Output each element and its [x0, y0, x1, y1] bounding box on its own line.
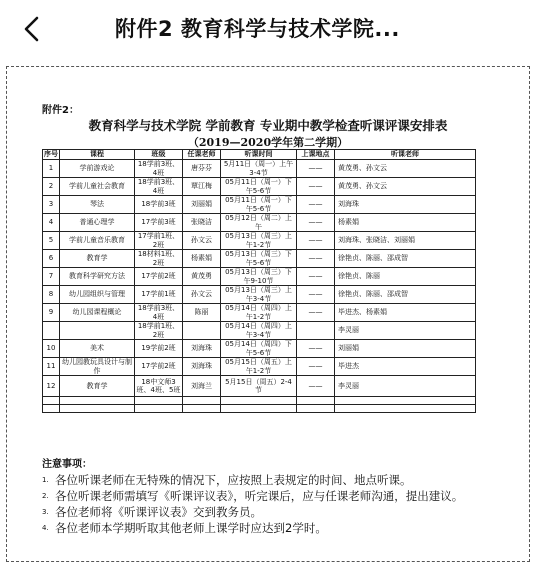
table-cell-cls: 18材料1班、2班 — [135, 250, 183, 268]
note-number: 1. — [42, 476, 49, 484]
notes-section — [42, 455, 522, 536]
table-cell-listener: 刘海珠、张晓洁、刘丽娟 — [335, 232, 476, 250]
table-cell-no: 9 — [43, 304, 60, 322]
table-cell-course — [60, 397, 135, 405]
table-row — [43, 405, 476, 413]
table-cell-listener: 徐艳贞、陈丽、邵成智 — [335, 286, 476, 304]
table-header-row — [43, 150, 476, 160]
table-cell-no: 5 — [43, 232, 60, 250]
table-cell-course: 教育学 — [60, 376, 135, 397]
table-cell-listener — [335, 397, 476, 405]
schedule-table — [42, 149, 476, 413]
table-cell-listener: 徐艳贞、陈丽、邵成智 — [335, 250, 476, 268]
table-cell-listener: 李灵丽 — [335, 322, 476, 340]
column-header: 听课老师 — [335, 150, 476, 160]
table-cell-teacher: 孙文云 — [183, 286, 221, 304]
table-cell-listener: 毕进杰 — [335, 358, 476, 376]
table-cell-cls: 18学前3班、4班 — [135, 160, 183, 178]
table-cell-place — [297, 405, 335, 413]
table-cell-cls — [135, 405, 183, 413]
table-row — [43, 160, 476, 178]
table-cell-course: 教育学 — [60, 250, 135, 268]
table-cell-cls: 18学前3班 — [135, 196, 183, 214]
top-bar — [0, 0, 537, 56]
column-header: 序号 — [44, 150, 58, 159]
table-cell-cls: 18中文师3班、4班、5班 — [135, 376, 183, 397]
note-text: 各位老师本学期听取其他老师上课学时应达到2学时。 — [55, 521, 327, 535]
table-cell-place: —— — [297, 268, 335, 286]
table-row — [43, 358, 476, 376]
back-arrow-icon[interactable] — [18, 14, 48, 44]
table-cell-time — [221, 405, 297, 413]
table-cell-place: —— — [297, 196, 335, 214]
table-cell-cls: 18学前1班、2班 — [135, 322, 183, 340]
table-cell-time — [221, 397, 297, 405]
table-cell-place: —— — [297, 340, 335, 358]
note-number: 4. — [42, 524, 49, 532]
table-cell-course: 教育科学研究方法 — [60, 268, 135, 286]
table-cell-course: 学前游戏论 — [60, 160, 135, 178]
table-cell-time: 05月11日（周一）下午5-6节 — [221, 196, 297, 214]
table-cell-cls: 17学前1班、2班 — [135, 232, 183, 250]
table-cell-teacher: 杨素娟 — [183, 250, 221, 268]
table-cell-time: 05月13日（周三）下午9-10节 — [221, 268, 297, 286]
table-cell-no: 10 — [43, 340, 60, 358]
table-cell-time: 05月13日（周三）上午3-4节 — [221, 286, 297, 304]
table-cell-teacher: 覃江梅 — [183, 178, 221, 196]
table-cell-place — [297, 397, 335, 405]
table-cell-no: 6 — [43, 250, 60, 268]
note-item — [42, 472, 522, 488]
table-cell-listener: 黄茂勇、孙文云 — [335, 178, 476, 196]
table-row — [43, 304, 476, 322]
table-cell-teacher — [183, 397, 221, 405]
table-cell-time: 05月11日（周一）下午5-6节 — [221, 178, 297, 196]
table-cell-no: 3 — [43, 196, 60, 214]
table-cell-time: 5月11日（周一）上午3-4节 — [221, 160, 297, 178]
table-cell-place: —— — [297, 160, 335, 178]
table-cell-listener: 刘海珠 — [335, 196, 476, 214]
note-item — [42, 504, 522, 520]
table-cell-course: 学前儿童音乐教育 — [60, 232, 135, 250]
table-cell-listener: 毕进杰、杨素娟 — [335, 304, 476, 322]
table-cell-listener: 李灵丽 — [335, 376, 476, 397]
page-title: 附件2 教育科学与技术学院... — [115, 17, 400, 41]
table-row — [43, 340, 476, 358]
table-cell-teacher — [183, 322, 221, 340]
table-cell-teacher — [183, 405, 221, 413]
table-cell-place: —— — [297, 376, 335, 397]
notes-title: 注意事项： — [42, 459, 92, 470]
table-cell-place: —— — [297, 358, 335, 376]
table-cell-teacher: 刘海珠 — [183, 358, 221, 376]
table-cell-listener — [335, 405, 476, 413]
table-row — [43, 196, 476, 214]
document-preview[interactable] — [6, 66, 530, 562]
table-cell-time: 05月15日（周五）上午1-2节 — [221, 358, 297, 376]
table-cell-place: —— — [297, 232, 335, 250]
table-row — [43, 178, 476, 196]
table-cell-listener: 黄茂勇、孙文云 — [335, 160, 476, 178]
table-cell-place — [297, 322, 335, 340]
table-cell-teacher: 刘海珠 — [183, 340, 221, 358]
table-cell-course: 幼儿园教玩具设计与制作 — [60, 358, 135, 376]
table-cell-time: 5月15日（周五）2-4节 — [221, 376, 297, 397]
table-cell-teacher: 黄茂勇 — [183, 268, 221, 286]
table-cell-teacher: 刘丽娟 — [183, 196, 221, 214]
table-cell-time: 05月13日（周三）下午5-6节 — [221, 250, 297, 268]
column-header: 课程 — [60, 150, 135, 160]
table-cell-teacher: 唐芬芬 — [183, 160, 221, 178]
table-cell-no: 7 — [43, 268, 60, 286]
table-cell-course: 美术 — [60, 340, 135, 358]
table-row — [43, 286, 476, 304]
table-cell-no — [43, 405, 60, 413]
table-row — [43, 268, 476, 286]
table-cell-course: 学前儿童社会教育 — [60, 178, 135, 196]
table-cell-cls: 17学前1班 — [135, 286, 183, 304]
table-cell-time: 05月12日（周二）上午 — [221, 214, 297, 232]
table-cell-course: 普通心理学 — [60, 214, 135, 232]
attachment-label: 附件2： — [42, 105, 79, 116]
table-cell-no: 2 — [43, 178, 60, 196]
note-text: 各位听课老师在无特殊的情况下，应按照上表规定的时间、地点听课。 — [55, 473, 412, 487]
table-cell-teacher: 孙文云 — [183, 232, 221, 250]
table-cell-place: —— — [297, 304, 335, 322]
column-header: 听课时间 — [221, 150, 297, 160]
table-cell-course: 琴法 — [60, 196, 135, 214]
table-cell-cls: 19学前2班 — [135, 340, 183, 358]
table-cell-place: —— — [297, 214, 335, 232]
table-cell-teacher: 刘海兰 — [183, 376, 221, 397]
table-row — [43, 376, 476, 397]
table-cell-no: 12 — [43, 376, 60, 397]
table-cell-time: 05月14日（周四）上午1-2节 — [221, 304, 297, 322]
table-cell-place: —— — [297, 178, 335, 196]
note-text: 各位听课老师需填写《听课评议表》，听完课后，应与任课老师沟通，提出建议。 — [55, 489, 464, 503]
column-header: 上课地点 — [297, 150, 335, 160]
table-cell-no — [43, 397, 60, 405]
table-row — [43, 397, 476, 405]
note-text: 各位老师将《听课评议表》交到教务员。 — [55, 505, 262, 519]
table-cell-time: 05月13日（周三）上午1-2节 — [221, 232, 297, 250]
note-number: 3. — [42, 508, 49, 516]
table-cell-place: —— — [297, 286, 335, 304]
table-cell-teacher: 张晓洁 — [183, 214, 221, 232]
table-cell-listener: 刘丽娟 — [335, 340, 476, 358]
table-cell-no: 8 — [43, 286, 60, 304]
document-subtitle: （2019—2020学年第二学期） — [187, 136, 349, 149]
note-item — [42, 488, 522, 504]
table-cell-course: 幼儿园组织与管理 — [60, 286, 135, 304]
table-cell-teacher: 陈丽 — [183, 304, 221, 322]
document-title: 教育科学与技术学院 学前教育 专业期中教学检查听课评课安排表 — [88, 118, 448, 133]
table-cell-time: 05月14日（周四）下午5-6节 — [221, 340, 297, 358]
table-row — [43, 232, 476, 250]
column-header: 班级 — [135, 150, 183, 160]
table-cell-cls: 18学前3班、4班 — [135, 304, 183, 322]
note-number: 2. — [42, 492, 49, 500]
table-cell-time: 05月14日（周四）上午3-4节 — [221, 322, 297, 340]
table-row — [43, 250, 476, 268]
table-cell-listener: 杨素娟 — [335, 214, 476, 232]
table-cell-cls: 17学前2班 — [135, 358, 183, 376]
table-row — [43, 214, 476, 232]
table-cell-no: 1 — [43, 160, 60, 178]
table-cell-course: 幼儿园课程概论 — [60, 304, 135, 322]
table-cell-cls: 17学前3班 — [135, 214, 183, 232]
table-row — [43, 322, 476, 340]
table-cell-listener: 徐艳贞、陈丽 — [335, 268, 476, 286]
table-cell-place: —— — [297, 250, 335, 268]
table-cell-course — [60, 405, 135, 413]
table-cell-no: 11 — [43, 358, 60, 376]
table-cell-cls: 17学前2班 — [135, 268, 183, 286]
table-cell-no — [43, 322, 60, 340]
table-cell-course — [60, 322, 135, 340]
column-header: 任课老师 — [183, 150, 221, 160]
note-item — [42, 520, 522, 536]
table-cell-no: 4 — [43, 214, 60, 232]
table-cell-cls — [135, 397, 183, 405]
table-cell-cls: 18学前3班、4班 — [135, 178, 183, 196]
